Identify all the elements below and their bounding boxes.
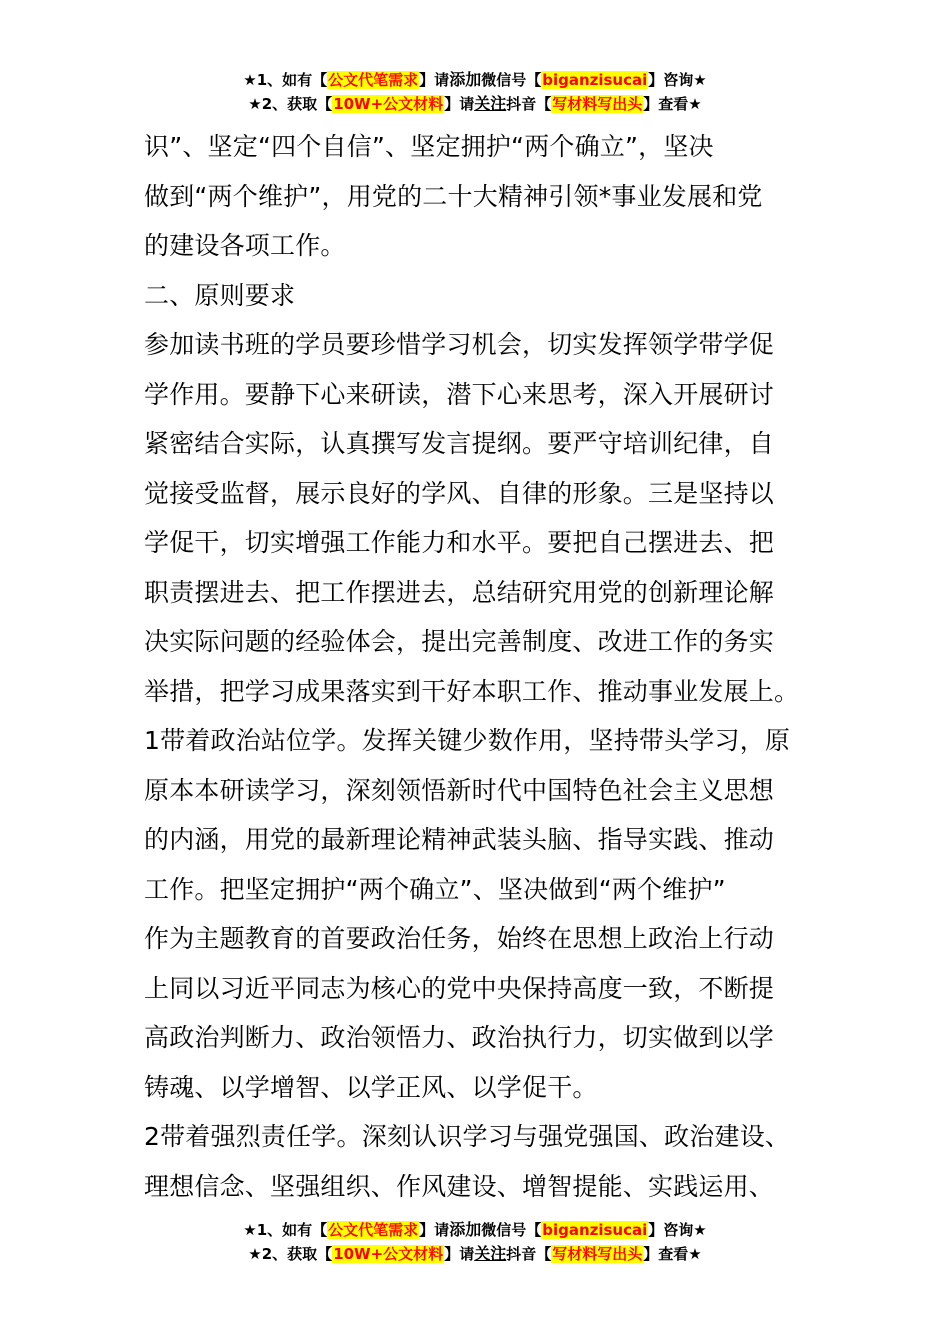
banner-highlight-wechat-id: biganzisucai: [542, 1221, 648, 1239]
text-line: 识”、坚定“四个自信”、坚定拥护“两个确立”，坚决: [144, 132, 714, 161]
banner-emphasis-follow: 关注: [474, 94, 507, 113]
banner-line-1-suffix: 】咨询★: [648, 71, 707, 89]
banner-line-1-mid: 】请: [419, 1221, 450, 1239]
banner-line-1-mid-2: 微信号【: [481, 71, 542, 89]
banner-line-1-prefix: ★1、如有【: [243, 1221, 328, 1239]
header-banner: [0, 68, 950, 116]
banner-line-2: [0, 1242, 950, 1266]
text-line: 2带着强烈责任学。深刻认识学习与强党强国、政治建设、: [144, 1122, 791, 1151]
text-line: 参加读书班的学员要珍惜学习机会，切实发挥领学带学促: [144, 330, 775, 359]
banner-highlight-materials: 10W+公文材料: [333, 95, 444, 113]
text-line: 决实际问题的经验体会，提出完善制度、改进工作的务实: [144, 627, 775, 656]
document-body: [144, 122, 808, 1211]
text-line: 的内涵，用党的最新理论精神武装头脑、指导实践、推动: [144, 825, 775, 854]
banner-line-2-prefix: ★2、获取【: [248, 95, 333, 113]
banner-line-2-suffix: 】查看★: [643, 95, 702, 113]
banner-line-1-mid-2: 微信号【: [481, 1221, 542, 1239]
text-line: 职责摆进去、把工作摆进去，总结研究用党的创新理论解: [144, 577, 775, 607]
banner-line-2-mid: 】请: [444, 95, 475, 113]
banner-highlight-materials: 10W+公文材料: [333, 1245, 444, 1263]
text-line: 原本本研读学习，深刻领悟新时代中国特色社会主义思想: [144, 775, 775, 805]
banner-emphasis-add: 添加: [449, 1220, 482, 1239]
text-line: 工作。把坚定拥护“两个确立”、坚决做到“两个维护”: [144, 874, 726, 904]
banner-line-2-mid-2: 抖音【: [506, 95, 552, 113]
banner-highlight-service: 公文代笔需求: [328, 1221, 419, 1239]
banner-line-2-suffix: 】查看★: [643, 1245, 702, 1263]
banner-line-1-suffix: 】咨询★: [648, 1221, 707, 1239]
section-heading: 二、原则要求: [144, 280, 296, 310]
banner-emphasis-follow: 关注: [474, 1244, 507, 1263]
footer-banner: [0, 1218, 950, 1266]
banner-line-2-mid-2: 抖音【: [506, 1245, 552, 1263]
banner-highlight-douyin-account: 写材料写出头: [552, 95, 643, 113]
text-line: 理想信念、坚强组织、作风建设、增智提能、实践运用、: [144, 1171, 775, 1201]
banner-line-2-prefix: ★2、获取【: [248, 1245, 333, 1263]
text-line: 1带着政治站位学。发挥关键少数作用，坚持带头学习，原: [144, 726, 791, 755]
text-line: 觉接受监督，展示良好的学风、自律的形象。三是坚持以: [144, 478, 775, 508]
text-line: 举措，把学习成果落实到干好本职工作、推动事业发展上。: [144, 676, 800, 706]
banner-line-1-mid: 】请: [419, 71, 450, 89]
text-line: 作为主题教育的首要政治任务，始终在思想上政治上行动: [144, 924, 775, 953]
text-line: 铸魂、以学增智、以学正风、以学促干。: [144, 1072, 598, 1102]
text-line: 做到“两个维护”，用党的二十大精神引领*事业发展和党: [144, 181, 763, 211]
banner-line-2-mid: 】请: [444, 1245, 475, 1263]
text-line: 高政治判断力、政治领悟力、政治执行力，切实做到以学: [144, 1023, 775, 1052]
text-line: 上同以习近平同志为核心的党中央保持高度一致，不断提: [144, 973, 775, 1003]
text-line: 学促干，切实增强工作能力和水平。要把自己摆进去、把: [144, 528, 775, 557]
banner-line-1: [0, 68, 950, 92]
banner-emphasis-add: 添加: [449, 70, 482, 89]
banner-highlight-wechat-id: biganzisucai: [542, 71, 648, 89]
banner-line-1-prefix: ★1、如有【: [243, 71, 328, 89]
banner-line-2: [0, 92, 950, 116]
banner-line-1: [0, 1218, 950, 1242]
banner-highlight-service: 公文代笔需求: [328, 71, 419, 89]
text-line: 紧密结合实际，认真撰写发言提纲。要严守培训纪律，自: [144, 429, 775, 458]
text-line: 的建设各项工作。: [144, 231, 346, 260]
text-line: 学作用。要静下心来研读，潜下心来思考，深入开展研讨: [144, 379, 775, 409]
banner-highlight-douyin-account: 写材料写出头: [552, 1245, 643, 1263]
